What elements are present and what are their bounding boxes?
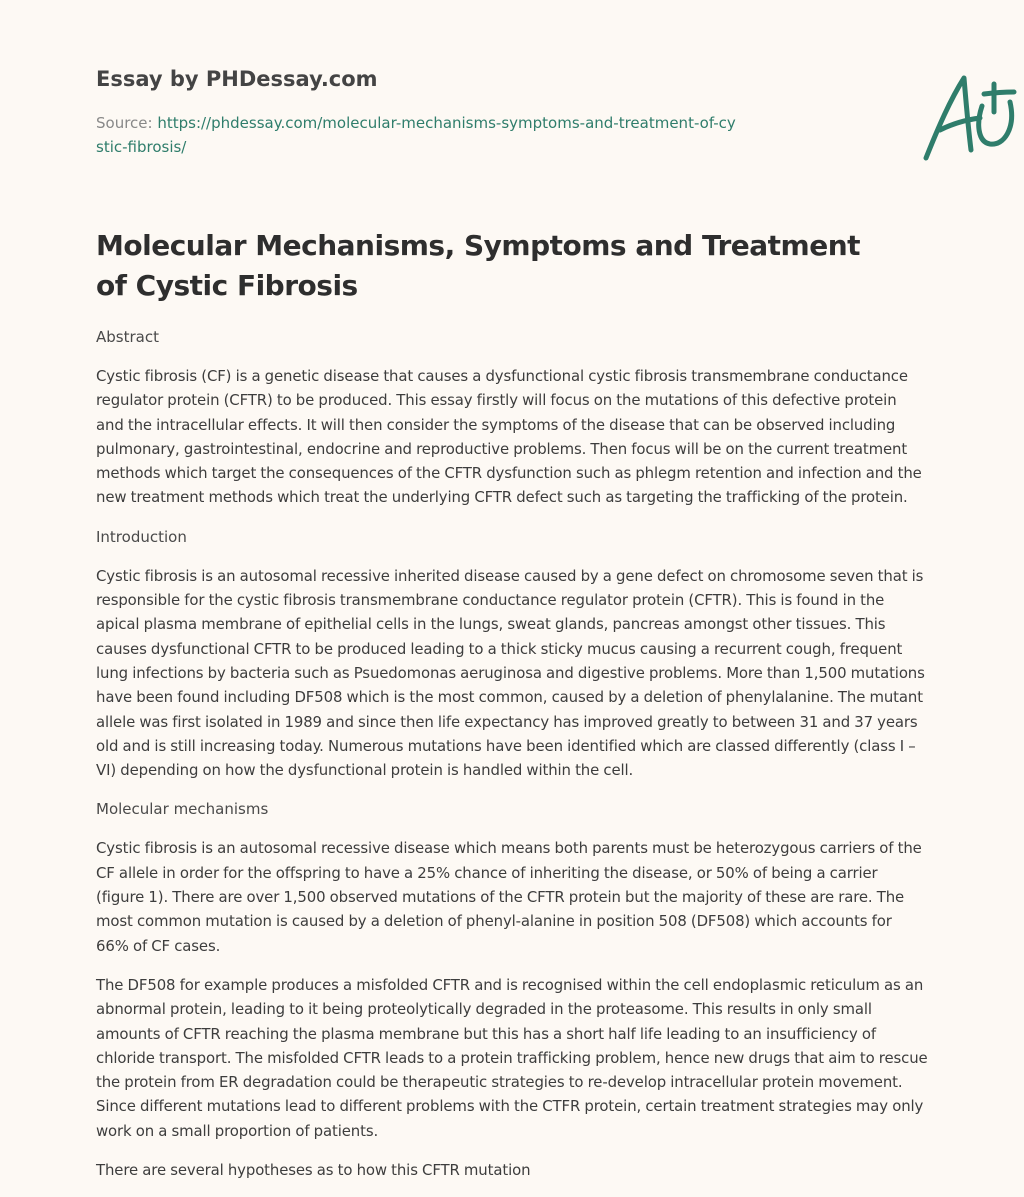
article-body: [96, 325, 928, 1197]
section-heading-abstract: Abstract: [96, 328, 159, 346]
source-line: [96, 111, 736, 159]
introduction-paragraph: Cystic fibrosis is an autosomal recessive inherited disease caused by a gene defect on chromosome seven that is responsible for the cystic fibrosis transmembrane conductance regulator protein (CFTR). This is found in the apical plasma membrane of epithelial cells in the lungs, sweat glands, pancreas amongst other tissues. This causes dysfunctional CFTR to be produced leading to a thick sticky mucus causing a recurrent cough, frequent lung infections by bacteria such as Psuedomonas aeruginosa and digestive problems. More than 1,500 mutations have been found including DF508 which is the most common, caused by a deletion of phenylalanine. The mutant allele was first isolated in 1989 and since then life expectancy has improved greatly to between 31 and 37 years old and is still increasing today. Numerous mutations have been identified which are classed differently (class I – VI) depending on how the dysfunctional protein is handled within the cell.: [96, 566, 925, 780]
a-plus-logo-icon: [918, 66, 1024, 166]
site-brand: Essay by PHDessay.com: [96, 67, 378, 91]
section-heading-molecular-mechanisms: Molecular mechanisms: [96, 800, 269, 819]
source-link[interactable]: https://phdessay.com/molecular-mechanisms-symptoms-and-treatment-of-cystic-fibrosis/: [96, 114, 736, 156]
page-title: Molecular Mechanisms, Symptoms and Treatment of Cystic Fibrosis: [96, 229, 861, 302]
molecular-paragraph-2: The DF508 for example produces a misfolded CFTR and is recognised within the cell endoplasmic reticulum as an abnormal protein, leading to it being proteolytically degraded in the proteasome. This results in only small amounts of CFTR reaching the plasma membrane but this has a short half life leading to an insufficiency of chloride transport. The misfolded CFTR leads to a protein trafficking problem, hence new drugs that aim to rescue the protein from ER degradation could be therapeutic strategies to re-develop intracellular protein movement. Since different mutations lead to different problems with the CTFR protein, certain treatment strategies may only work on a small proportion of patients.: [96, 975, 928, 1140]
molecular-paragraph-3: There are several hypotheses as to how this CFTR mutation: [96, 1161, 531, 1180]
section-heading-introduction: Introduction: [96, 527, 187, 546]
abstract-paragraph: Cystic fibrosis (CF) is a genetic disease that causes a dysfunctional cystic fibrosis transmembrane conductance regulator protein (CFTR) to be produced. This essay firstly will focus on the mutations of this defective protein and the intracellular effects. It will then consider the symptoms of the disease that can be observed including pulmonary, gastrointestinal, endocrine and reproductive problems. Then focus will be on the current treatment methods which target the consequences of the CFTR dysfunction such as phlegm retention and infection and the new treatment methods which treat the underlying CFTR defect such as targeting the trafficking of the protein.: [96, 367, 922, 507]
molecular-paragraph-1: Cystic fibrosis is an autosomal recessive disease which means both parents must be heterozygous carriers of the CF allele in order for the offspring to have a 25% chance of inheriting the disease, or 50% of being a carrier (figure 1). There are over 1,500 observed mutations of the CFTR protein but the majority of these are rare. The most common mutation is caused by a deletion of phenyl-alanine in position 508 (DF508) which accounts for 66% of CF cases.: [96, 839, 922, 955]
source-label: Source:: [96, 114, 158, 132]
